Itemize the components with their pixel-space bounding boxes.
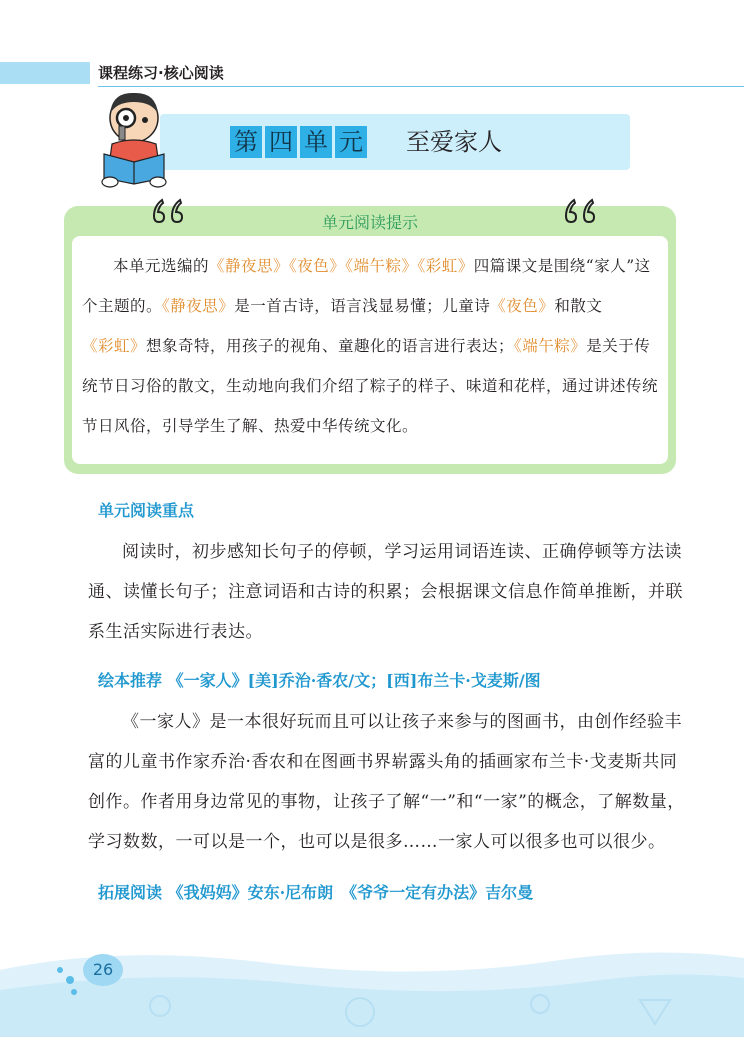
picture-book-paragraph: 《一家人》是一本很好玩而且可以让孩子来参与的图画书，由创作经验丰富的儿童书作家乔治·香农和在图画书界崭露头角的插画家布兰卡·戈麦斯共同创作。作者用身边常见的事物，让孩子了解“一”和“一家”的概念，了解数量，学习数数，一可以是一个，也可以是很多……一家人可以很多也可以很少。 [88,712,685,852]
hint-highlight: 《夜色》 [490,297,555,315]
reading-hint-text [82,246,662,446]
picture-book-title: 绘本推荐 《一家人》[美]乔治·香农/文；[西]布兰卡·戈麦斯/图 [98,671,541,690]
extended-reading-title: 拓展阅读 《我妈妈》安东·尼布朗 《爷爷一定有办法》吉尔曼 [98,883,534,902]
header-section-label: 课程练习·核心阅读 [98,64,224,82]
hint-run: 是一首古诗，语言浅显易懂；儿童诗 [234,297,491,315]
hint-run: 想象奇特，用孩子的视角、童趣化的语言进行表达； [146,337,515,355]
unit-number [230,126,367,158]
unit-title: 至爱家人 [406,128,502,156]
reading-hint-title: 单元阅读提示 [321,213,418,232]
unit-number-char: 单 [300,126,332,158]
focus-paragraph: 阅读时，初步感知长句子的停顿，学习运用词语连读、正确停顿等方法读通、读懂长句子；注意词语和古诗的积累；会根据课文信息作简单推断，并联系生活实际进行表达。 [88,542,683,642]
hint-run: 四篇课文是围绕“家人”这个主题的。 [82,257,651,315]
reading-boy-mascot-icon [96,88,172,188]
hint-run: 是关于传统节日习俗的散文，生动地向我们介绍了粽子的样子、味道和花样，通过讲述传统节日风俗，引导学生了解、热爱中华传统文化。 [82,337,659,435]
picture-book-text [88,702,688,862]
hint-highlight: 《端午粽》 [514,337,587,355]
focus-text [88,532,688,652]
unit-number-char: 第 [230,126,262,158]
page-number: 26 [92,960,114,979]
hint-highlight: 《静夜思》 [162,297,235,315]
hint-highlight: 《彩虹》 [82,337,147,355]
header-rule [98,86,744,87]
unit-number-char: 四 [265,126,297,158]
unit-number-char: 元 [335,126,367,158]
focus-title: 单元阅读重点 [98,501,195,520]
hint-run: 本单元选编的 [113,257,210,275]
hint-run: 和散文 [554,297,603,315]
hint-highlight: 《静夜思》《夜色》《端午粽》《彩虹》 [209,257,474,275]
header-color-bar [0,62,90,84]
